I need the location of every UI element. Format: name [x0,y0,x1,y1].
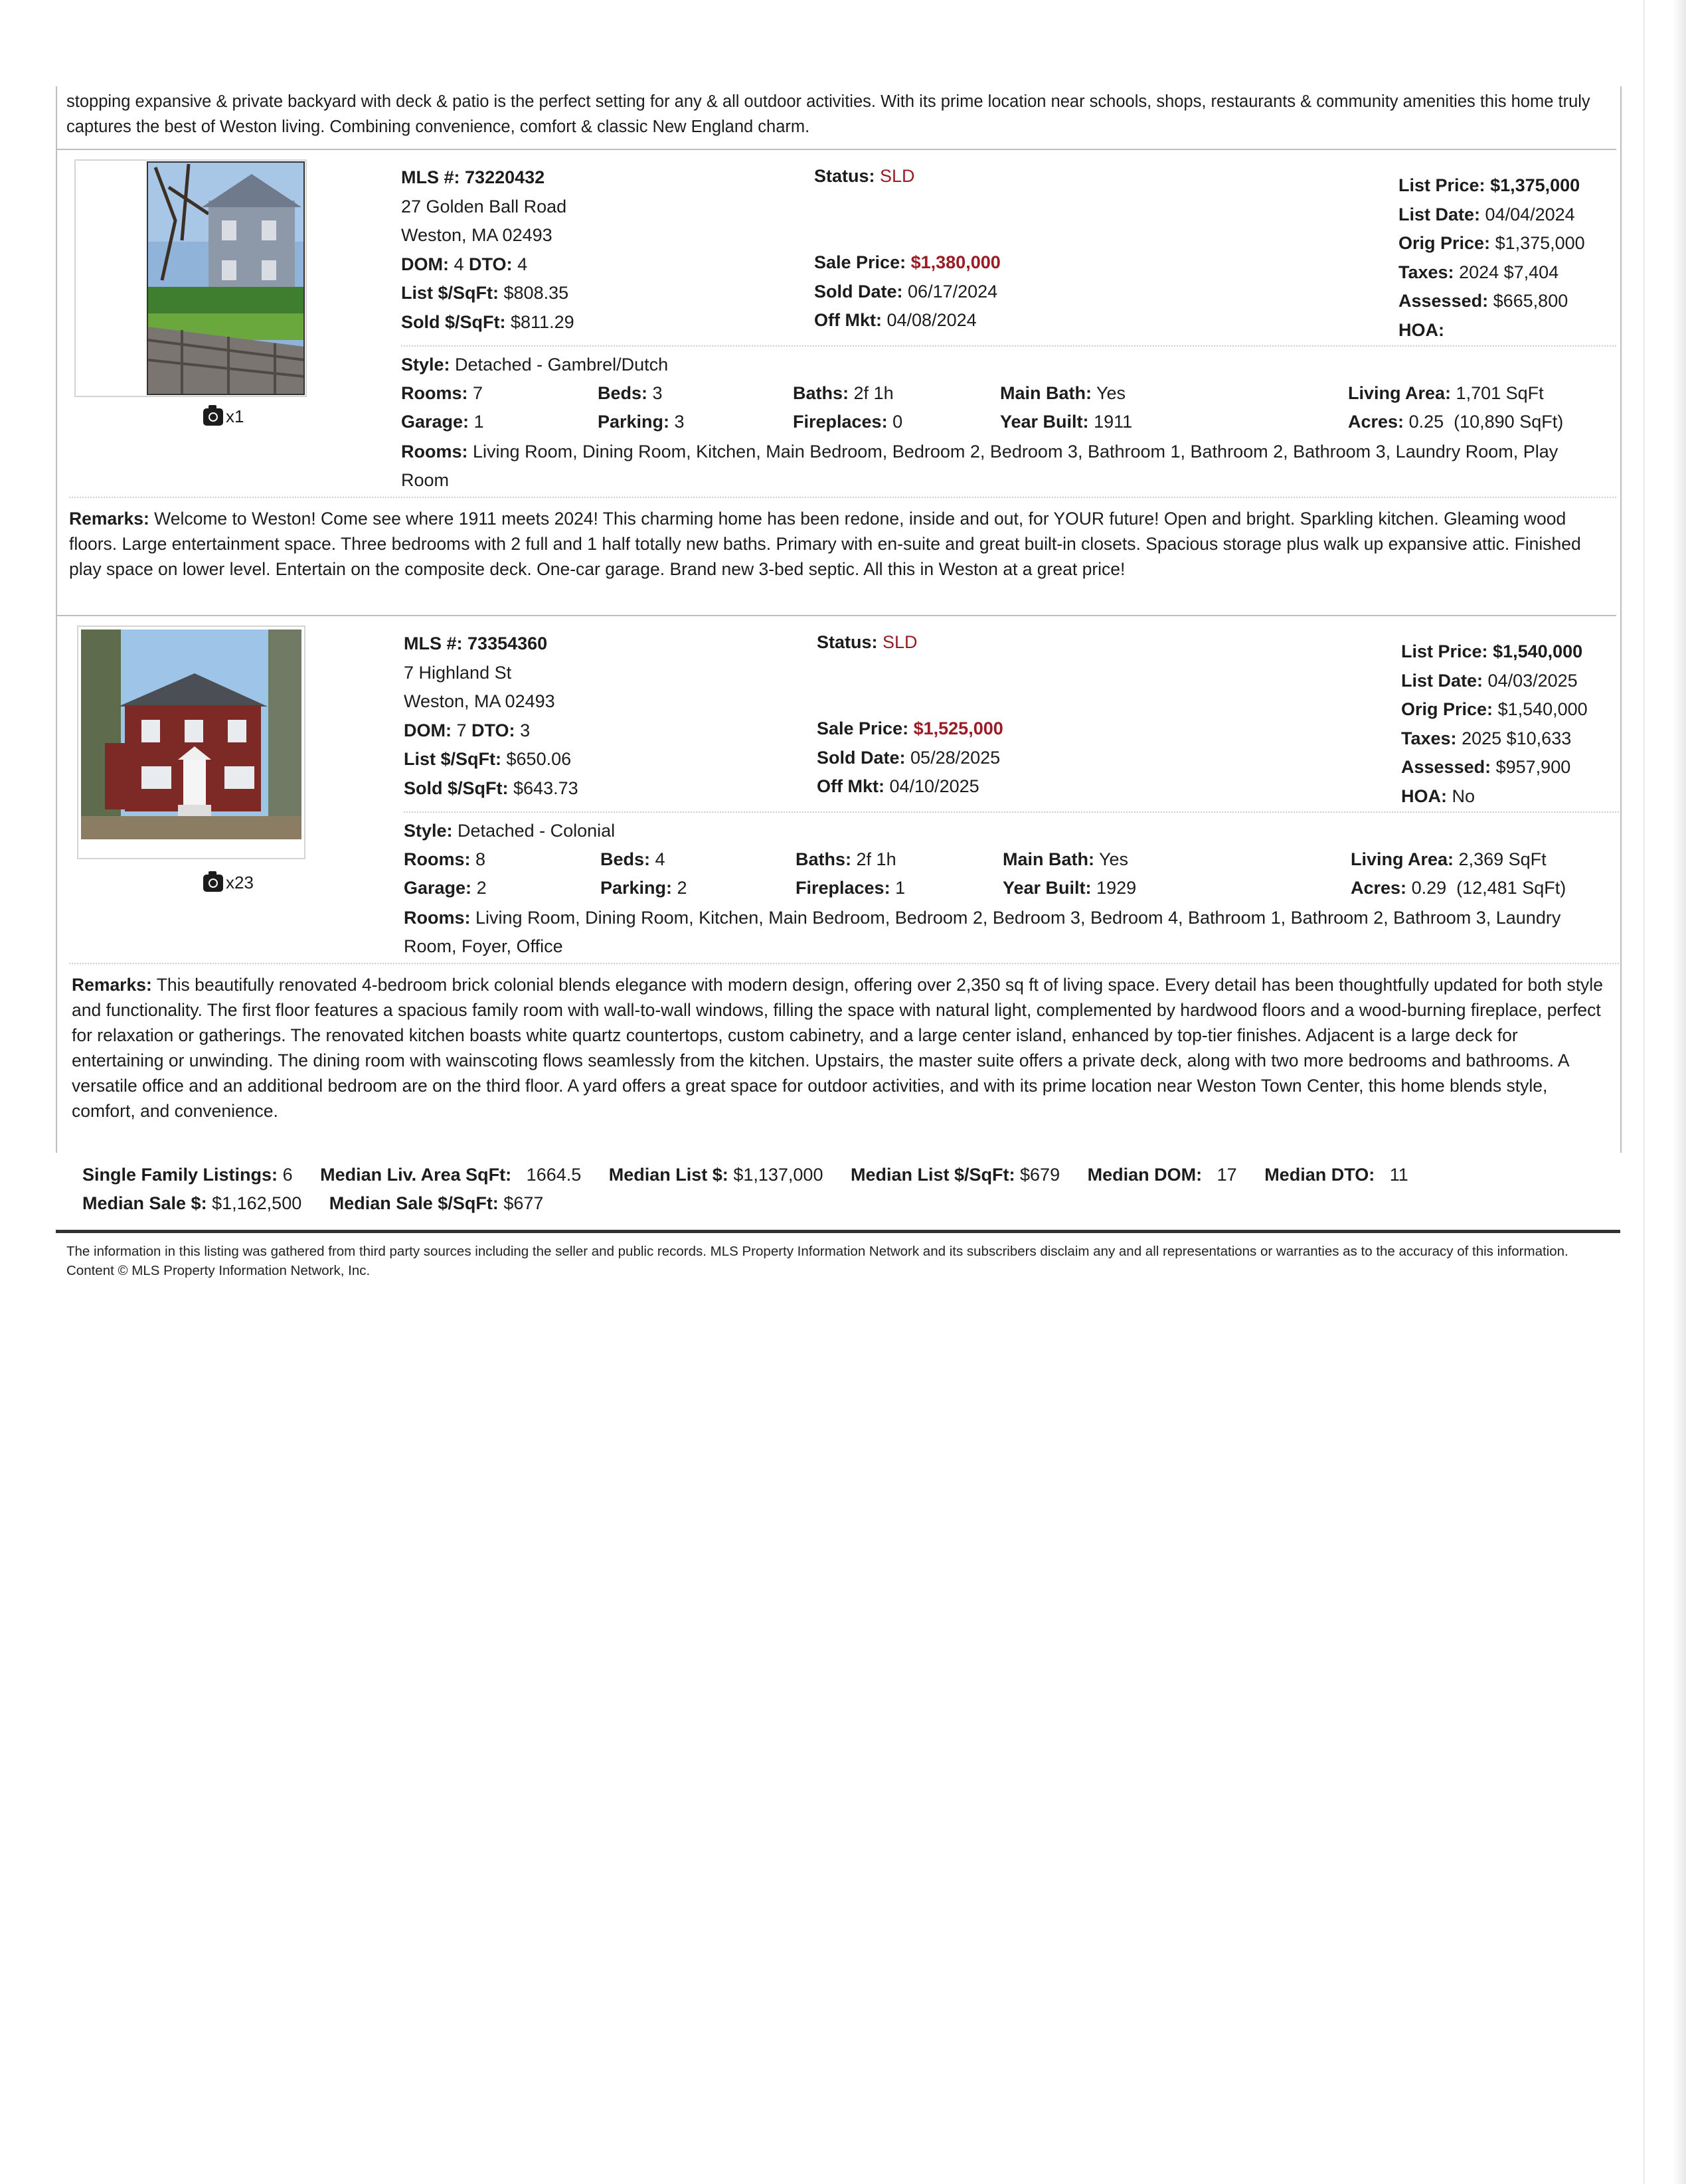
off-market: Off Mkt: 04/08/2024 [814,310,977,330]
sold-date: Sold Date: 05/28/2025 [817,747,1001,768]
baths: Baths: 2f 1h [796,849,896,869]
mls-value[interactable]: 73354360 [467,633,548,653]
list-price: List Price: $1,375,000 [1398,175,1580,195]
remarks: Remarks: Welcome to Weston! Come see where 1911 meets 2024! This charming home has been redone, inside and out, for YOUR future! Open and bright. Sparkling kitchen. Gleaming wood floors. Large entertainment space. Three bedrooms with 2 full and 1 half totally new baths. Primary with en-suite and great built-in closets. Spacious storage plus walk up expansive attic. Finished play space on lower level. Entertain on the composite deck. One-car garage. Brand new 3-bed septic. All this in Weston at a great price! [69,509,1581,579]
property-details [401,351,1610,495]
status-badge: SLD [883,632,918,652]
listing-id-block [401,163,574,337]
parking: Parking: 2 [600,878,687,898]
rooms-count: Rooms: 8 [404,849,486,869]
acres: Acres: 0.25 (10,890 SqFt) [1348,412,1564,432]
taxes: Taxes: 2024 $7,404 [1398,262,1559,282]
listing-sheet [56,86,1616,1147]
house-photo-gambrel [76,161,305,396]
sale-price: Sale Price: $1,380,000 [814,252,1001,272]
mls-number [401,163,574,193]
dotted-divider [69,963,1619,964]
acres: Acres: 0.29 (12,481 SqFt) [1351,878,1566,898]
dom-dto: DOM: 4 DTO: 4 [401,254,528,274]
price-block [1398,171,1585,345]
property-photo[interactable] [74,159,307,397]
scan-edge-line [1643,0,1645,2184]
year-built: Year Built: 1911 [1000,412,1133,432]
city: Weston, MA 02493 [401,225,552,245]
scan-edge-shadow [1673,0,1686,2184]
main-bath: Main Bath: Yes [1003,849,1129,869]
orig-price: Orig Price: $1,375,000 [1398,233,1585,253]
garage: Garage: 2 [404,878,487,898]
beds: Beds: 4 [600,849,665,869]
street: 27 Golden Ball Road [401,196,567,216]
sale-price: Sale Price: $1,525,000 [817,718,1003,738]
dotted-divider [69,497,1616,498]
listing-card [56,616,1616,1147]
hoa: HOA: No [1401,786,1475,806]
off-market: Off Mkt: 04/10/2025 [817,776,979,796]
right-border [1620,86,1622,1153]
rooms-list: Rooms: Living Room, Dining Room, Kitchen, Main Bedroom, Bedroom 2, Bedroom 3, Bathroom 1, Bathroom 2, Bathroom 3, Laundry Room, Play Room [401,442,1559,490]
main-bath: Main Bath: Yes [1000,383,1126,403]
living-area: Living Area: 2,369 SqFt [1351,849,1547,869]
fireplaces: Fireplaces: 1 [796,878,906,898]
assessed: Assessed: $665,800 [1398,291,1568,311]
lead-remarks-continuation: stopping expansive & private backyard with deck & patio is the perfect setting for any & all outdoor activities. With its prime location near schools, shops, restaurants & community amenities this home truly captures the best of Weston living. Combining convenience, comfort & classic New England charm. [66,92,1590,136]
footer-rule [56,1230,1620,1233]
orig-price: Orig Price: $1,540,000 [1401,699,1588,719]
style: Style: Detached - Gambrel/Dutch [401,355,669,375]
detail-grid [404,845,1612,904]
sold-per-sqft: Sold $/SqFt: $811.29 [401,311,574,332]
sale-block [814,248,1001,335]
mls-value[interactable]: 73220432 [465,167,545,187]
list-price: List Price: $1,540,000 [1401,641,1583,661]
detail-grid [401,379,1610,438]
dotted-divider [404,811,1619,813]
photo-count-value: x23 [226,873,254,892]
sold-per-sqft: Sold $/SqFt: $643.73 [404,778,578,798]
mls-number: MLS #: 73354360 [404,633,548,653]
style: Style: Detached - Colonial [404,821,616,841]
listing-id-block [404,630,578,803]
hoa: HOA: [1398,319,1444,340]
market-summary [82,1161,1431,1218]
rooms-list: Rooms: Living Room, Dining Room, Kitchen, Main Bedroom, Bedroom 2, Bedroom 3, Bedroom 4, Bathroom 1, Bathroom 2, Bathroom 3, Laundry Room, Foyer, Office [404,908,1561,956]
status: Status: SLD [814,166,915,186]
photo-count[interactable] [203,873,254,893]
summary-row-2: Median Sale $: $1,162,500 Median Sale $/SqFt: $677 [82,1193,544,1213]
status: Status: SLD [817,632,918,652]
garage: Garage: 1 [401,412,484,432]
taxes: Taxes: 2025 $10,633 [1401,728,1572,748]
dom-dto: DOM: 7 DTO: 3 [404,720,531,740]
list-date: List Date: 04/03/2025 [1401,670,1578,691]
list-per-sqft: List $/SqFt: $650.06 [404,749,572,769]
disclaimer: The information in this listing was gathered from third party sources including the seller and public records. MLS Property Information Network and its subscribers disclaim any and all representations or warranties as to the accuracy of this information. Content © MLS Property Information Network, Inc. [66,1244,1568,1278]
city: Weston, MA 02493 [404,691,555,711]
status-block [814,162,915,191]
camera-icon [203,875,223,892]
year-built: Year Built: 1929 [1003,878,1137,898]
status-block [817,628,918,657]
sale-block [817,714,1003,801]
property-details [404,817,1612,961]
house-photo-colonial [78,627,304,858]
beds: Beds: 3 [598,383,663,403]
photo-count[interactable] [203,406,244,427]
property-photo[interactable] [77,626,305,859]
parking: Parking: 3 [598,412,685,432]
remarks: Remarks: This beautifully renovated 4-bedroom brick colonial blends elegance with modern design, offering over 2,350 sq ft of living space. Every detail has been thoughtfully updated for both style and functionality. The first floor features a spacious family room with wall-to-wall windows, filling the space with natural light, complemented by hardwood floors and a wood-burning fireplace, perfect for relaxation or gatherings. The renovated kitchen boasts white quartz countertops, custom cabinetry, and a large center island, enhanced by top-tier finishes. Adjacent is a large deck for entertaining or unwinding. The dining room with wainscoting flows seamlessly from the kitchen. Upstairs, the master suite offers a private deck, along with two more bedrooms and bathrooms. A versatile office and an additional bedroom are on the third floor. A yard offers a great space for outdoor activities, and with its prime location near Weston Town Center, this home blends style, comfort, and convenience. [72,975,1603,1121]
label: MLS #: [401,167,460,187]
sold-date: Sold Date: 06/17/2024 [814,281,998,301]
summary-row-1: Single Family Listings: 6 Median Liv. Area SqFt: 1664.5 Median List $: $1,137,000 Median List $/SqFt: $679 Median DOM: 17 Median DTO: 11 [82,1165,1408,1185]
fireplaces: Fireplaces: 0 [793,412,903,432]
dotted-divider [401,345,1616,347]
street: 7 Highland St [404,662,512,683]
list-date: List Date: 04/04/2024 [1398,204,1575,224]
status-badge: SLD [880,166,915,186]
list-per-sqft: List $/SqFt: $808.35 [401,283,569,303]
listing-card [56,150,1616,615]
baths: Baths: 2f 1h [793,383,894,403]
camera-icon [203,408,223,426]
assessed: Assessed: $957,900 [1401,757,1571,777]
rooms-count: Rooms: 7 [401,383,483,403]
living-area: Living Area: 1,701 SqFt [1348,383,1544,403]
price-block [1401,637,1588,811]
photo-count-value: x1 [226,406,244,426]
